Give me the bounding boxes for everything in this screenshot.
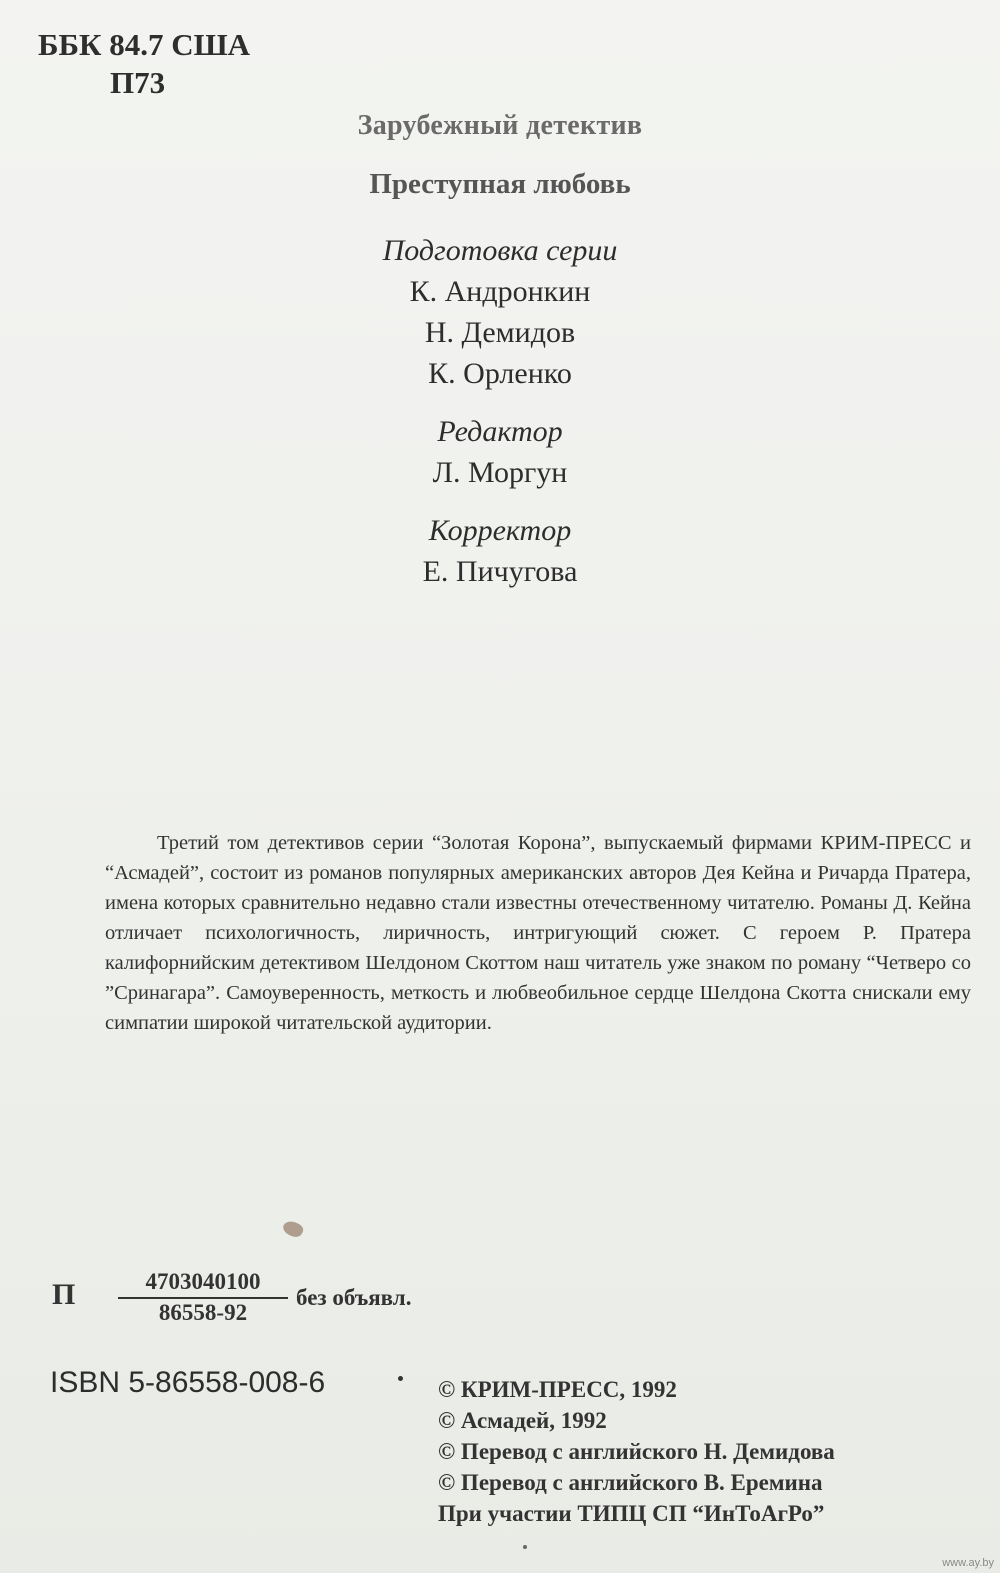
preparation-name-2: Н. Демидов [424, 316, 576, 349]
editor-role: Редактор [437, 415, 563, 448]
preparation-name-1: К. Андронкин [409, 275, 591, 308]
bbk-classification [38, 26, 250, 102]
author-mark: П73 [110, 65, 166, 100]
copyright-line-5: При участии ТИПЦ СП “ИнТоАгРо” [438, 1501, 825, 1526]
copyright-line-3: © Перевод с английского Н. Демидова [438, 1439, 835, 1464]
ink-dot-small [523, 1545, 527, 1549]
corrector-credits [0, 510, 1000, 592]
site-watermark: www.ay.by [942, 1557, 994, 1569]
ink-dot [398, 1376, 403, 1381]
copyright-block [438, 1374, 835, 1529]
index-letter: П [52, 1278, 76, 1311]
preparation-name-3: К. Орленко [428, 357, 572, 390]
editor-name: Л. Моргун [432, 456, 568, 489]
copyright-line-1: © КРИМ-ПРЕСС, 1992 [438, 1377, 677, 1402]
series-preparation-credits [0, 230, 1000, 394]
series-title: Зарубежный детектив [357, 110, 643, 141]
index-fraction [118, 1268, 288, 1327]
editor-credits [0, 411, 1000, 493]
annotation-paragraph: Третий том детективов серии “Золотая Корона”, выпускаемый фирмами КРИМ-ПРЕСС и “Асмадей”, состоит из романов популярных американских авторов Дея Кейна и Ричарда Пратера, имена которых сравнительно недавно стали известны отечественному читателю. Романы Д. Кейна отличает психологичность, лиричность, интригующий сюжет. С героем Р. Пратера калифорнийским детективом Шелдоном Скоттом наш читатель уже знаком по роману “Четверо со ”Сринагара”. Самоуверенность, меткость и любвеобильное сердце Шелдона Скотта снискали ему симпатии широкой читательской аудитории. [105, 832, 971, 1034]
paper-stain [281, 1218, 305, 1239]
bbk-code: ББК 84.7 США [38, 27, 251, 62]
isbn: ISBN 5-86558-008-6 [50, 1366, 326, 1399]
preparation-role: Подготовка серии [382, 234, 618, 267]
corrector-role: Корректор [428, 514, 572, 547]
index-denominator: 86558-92 [158, 1300, 248, 1325]
index-note: без объявл. [296, 1285, 412, 1310]
copyright-line-2: © Асмадей, 1992 [438, 1408, 607, 1433]
copyright-line-4: © Перевод с английского В. Еремина [438, 1470, 823, 1495]
corrector-name: Е. Пичугова [422, 555, 578, 588]
book-title: Преступная любовь [369, 168, 631, 200]
index-numerator: 4703040100 [118, 1268, 288, 1299]
